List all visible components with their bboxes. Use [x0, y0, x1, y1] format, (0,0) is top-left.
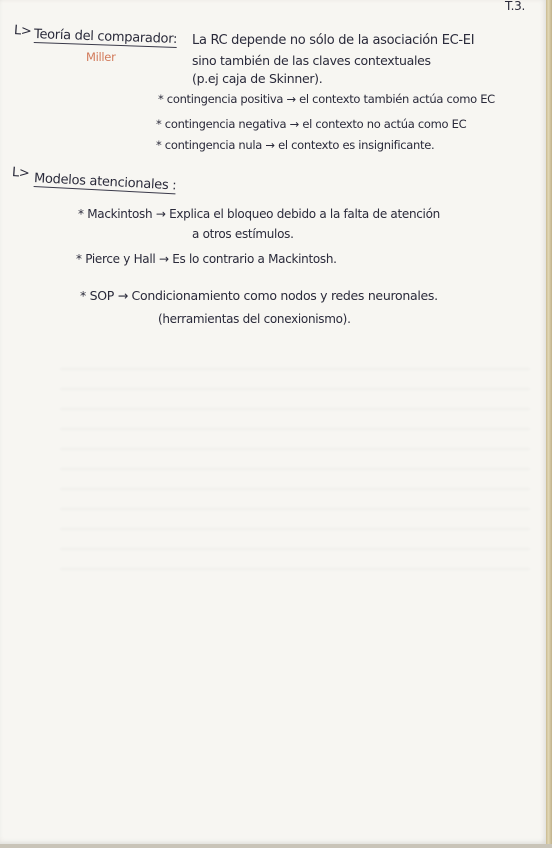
section-1-heading: Teoría del comparador: [33, 27, 178, 47]
bleed-through-text [60, 350, 530, 580]
section-1-line-2: sino también de las claves contextuales [192, 53, 431, 68]
section-2-arrow: L> [11, 165, 31, 182]
section-1-line-1: La RC depende no sólo de la asociación EC-EI [192, 33, 475, 48]
section-1-author: Miller [86, 50, 116, 64]
section-2-bullet-sop-cont: (herramientas del conexionismo). [158, 312, 351, 326]
section-1-bullet-2: * contingencia negativa → el contexto no actúa como EC [156, 117, 467, 131]
section-2-heading: Modelos atencionales : [33, 171, 177, 194]
section-1-arrow: L> [13, 23, 33, 40]
section-1-bullet-1: * contingencia positiva → el contexto también actúa como EC [158, 92, 495, 106]
page-bottom-edge [0, 844, 552, 848]
section-2-bullet-sop: * SOP → Condicionamiento como nodos y redes neuronales. [80, 288, 438, 303]
section-2-bullet-mackintosh-cont: a otros estímulos. [192, 227, 294, 241]
section-2-bullet-mackintosh: * Mackintosh → Explica el bloqueo debido a la falta de atención [78, 207, 440, 221]
page-number: T.3. [505, 0, 525, 13]
section-1-line-3: (p.ej caja de Skinner). [192, 71, 323, 86]
section-1-bullet-3: * contingencia nula → el contexto es insignificante. [156, 138, 435, 152]
section-2-bullet-pierce-hall: * Pierce y Hall → Es lo contrario a Mackintosh. [76, 252, 337, 266]
page-edge [546, 0, 552, 848]
